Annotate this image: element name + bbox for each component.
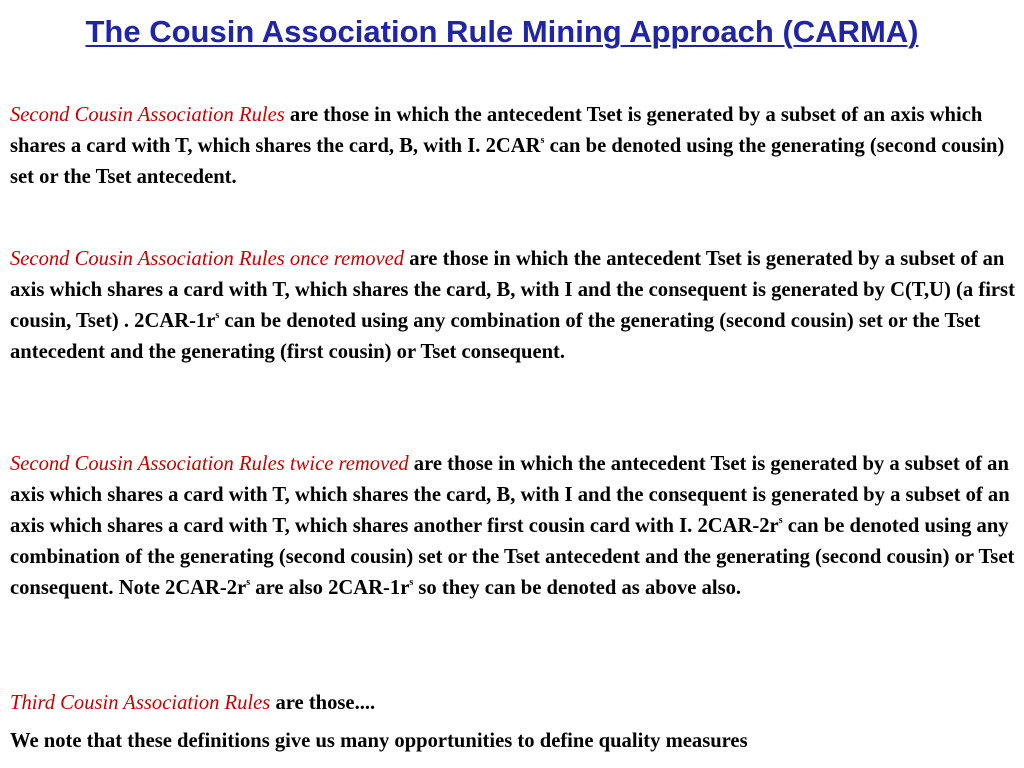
superscript: s xyxy=(540,135,545,146)
definition-text: can be denoted using the generating (second cousin) set or the Tset antecedent. xyxy=(10,135,1005,188)
definition-text: are also 2CAR-1r xyxy=(250,577,410,599)
closing-note: We note that these definitions give us many opportunities to define quality measures xyxy=(10,730,748,752)
definition-text: so they can be denoted as above also. xyxy=(413,577,742,599)
superscript: s xyxy=(215,310,220,321)
term-third-cousin: Third Cousin Association Rules xyxy=(10,692,271,714)
definition-text: can be denoted using any combination of the generating (second cousin) set or the Tset antecedent and the generating (second cousin) or Tset consequent. Note 2CAR-2r xyxy=(10,515,1015,599)
slide-title: The Cousin Association Rule Mining Approach (CARMA) xyxy=(85,14,919,49)
definition-text: are those.... xyxy=(270,692,376,714)
definition-text: are those in which the antecedent Tset is generated by a subset of an axis which shares a card with T, which shares the card, B, with I. 2CAR xyxy=(10,104,983,157)
definition-second-cousin xyxy=(10,100,1016,193)
superscript: s xyxy=(246,577,251,588)
term-second-cousin-once-removed: Second Cousin Association Rules once removed xyxy=(10,248,405,270)
term-second-cousin-twice-removed: Second Cousin Association Rules twice removed xyxy=(10,453,409,475)
definition-text: can be denoted using any combination of the generating (second cousin) set or the Tset antecedent and the generating (first cousin) or Tset consequent. xyxy=(10,310,981,363)
definition-text: are those in which the antecedent Tset is generated by a subset of an axis which shares a card with T, which shares the card, B, with I and the consequent is generated by a subset of an axis which shares a card with T, which shares another first cousin card with I. 2CAR-2r xyxy=(10,453,1010,537)
definition-second-cousin-twice-removed xyxy=(10,449,1016,604)
term-second-cousin: Second Cousin Association Rules xyxy=(10,104,285,126)
definition-third-cousin xyxy=(10,688,1016,719)
superscript: s xyxy=(778,515,783,526)
superscript: s xyxy=(409,577,414,588)
definition-text: are those in which the antecedent Tset is generated by a subset of an axis which shares a card with T, which shares the card, B, with I and the consequent is generated by C(T,U) (a first cousin, Tset) . 2CAR-1r xyxy=(10,248,1015,332)
definition-second-cousin-once-removed xyxy=(10,244,1016,368)
